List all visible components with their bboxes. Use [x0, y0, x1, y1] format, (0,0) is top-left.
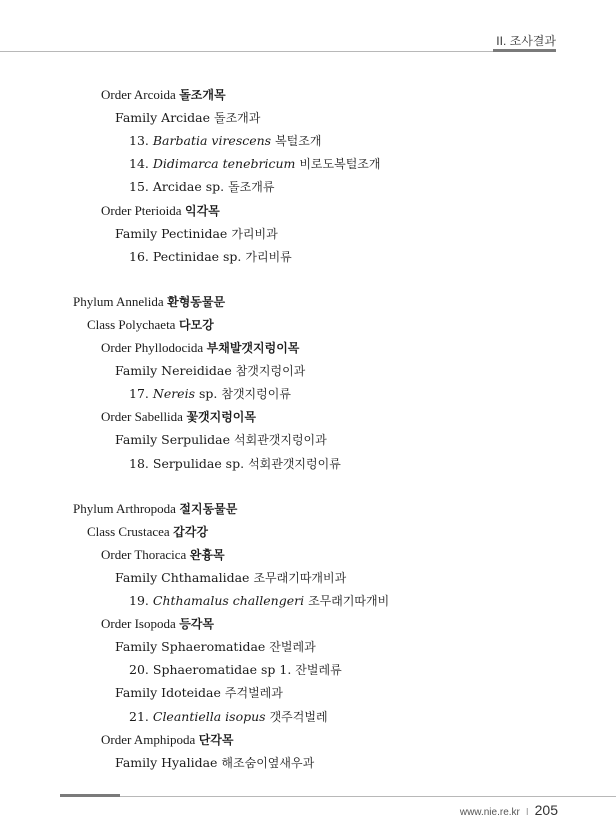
- species-korean-name: 석회관갯지렁이류: [248, 456, 341, 471]
- taxon-latin-name: Family Arcidae: [115, 110, 211, 126]
- taxon-latin-name: Order Sabellida: [101, 409, 183, 425]
- taxon-korean-name: 완흉목: [189, 547, 225, 562]
- family-line: [115, 110, 260, 126]
- order-line: [101, 547, 225, 563]
- species-korean-name: 돌조개류: [228, 180, 275, 195]
- footer-rule-accent: [60, 794, 120, 797]
- phylum-line: [73, 501, 237, 517]
- phylum-line: [73, 294, 225, 310]
- taxon-korean-name: 갑각강: [173, 524, 208, 539]
- taxon-korean-name: 가리비과: [231, 226, 278, 241]
- species-latin-name: Arcidae sp.: [152, 179, 225, 195]
- species-line: [129, 662, 342, 678]
- header-rule-accent: [493, 49, 556, 52]
- taxon-latin-name: Phylum Annelida: [73, 293, 164, 309]
- species-korean-name: 잔벌레류: [295, 663, 342, 678]
- taxon-korean-name: 부채발갯지렁이목: [206, 341, 300, 355]
- taxon-korean-name: 잔벌레과: [269, 640, 316, 655]
- species-korean-name: 가리비류: [245, 249, 292, 264]
- species-latin-name: Serpulidae sp.: [152, 455, 245, 471]
- taxon-latin-name: Phylum Arthropoda: [73, 500, 176, 516]
- footer-separator: I: [525, 807, 529, 818]
- species-number: 18.: [129, 455, 149, 471]
- order-line: [101, 340, 299, 356]
- taxon-latin-name: Order Arcoida: [101, 87, 176, 102]
- taxon-korean-name: 돌조개목: [179, 88, 226, 102]
- species-number: 13.: [129, 133, 149, 149]
- taxon-latin-name: Order Pterioida: [101, 202, 182, 218]
- footer-rule: [60, 796, 616, 797]
- species-number: 17.: [129, 386, 149, 402]
- family-line: [115, 363, 305, 379]
- species-number: 15.: [129, 179, 149, 195]
- species-latin-name: Sphaeromatidae sp 1.: [152, 662, 292, 678]
- taxon-latin-name: Family Sphaeromatidae: [115, 639, 266, 655]
- page-footer: [460, 802, 558, 818]
- species-line: [129, 709, 328, 725]
- taxon-latin-name: Family Pectinidae: [115, 225, 228, 241]
- order-line: [101, 409, 256, 425]
- taxon-korean-name: 단각목: [198, 732, 234, 747]
- taxon-korean-name: 조무래기따개비과: [253, 570, 347, 585]
- taxon-korean-name: 꽃갯지렁이목: [186, 410, 256, 425]
- family-line: [115, 432, 327, 448]
- taxon-latin-name: Order Amphipoda: [101, 731, 196, 747]
- taxon-latin-name: Family Chthamalidae: [115, 569, 250, 585]
- taxon-latin-name: Class Crustacea: [87, 523, 170, 539]
- species-latin-name: Cleantiella isopus: [152, 708, 266, 724]
- taxon-korean-name: 석회관갯지렁이과: [233, 433, 327, 448]
- species-number: 21.: [129, 708, 149, 724]
- species-latin-name: Chthamalus challengeri: [152, 593, 305, 608]
- taxon-latin-name: Class Polychaeta: [87, 316, 176, 332]
- species-korean-name: 조무래기따개비: [308, 594, 390, 608]
- species-latin-suffix: sp.: [198, 386, 218, 402]
- order-line: [101, 203, 220, 219]
- family-line: [115, 685, 283, 701]
- family-line: [115, 570, 346, 586]
- species-line: [129, 133, 321, 149]
- species-number: 19.: [129, 593, 149, 608]
- header-rule: [0, 51, 556, 52]
- species-number: 16.: [129, 248, 149, 264]
- species-latin-name: Barbatia virescens: [152, 133, 272, 149]
- taxon-latin-name: Order Phyllodocida: [101, 340, 204, 355]
- taxon-korean-name: 참갯지렁이과: [235, 364, 306, 379]
- taxon-latin-name: Family Hyalidae: [115, 754, 218, 770]
- class-line: [87, 317, 214, 333]
- species-line: [129, 386, 291, 402]
- species-number: 14.: [129, 156, 149, 172]
- taxon-latin-name: Family Nereididae: [115, 363, 232, 379]
- family-line: [115, 755, 314, 771]
- taxon-korean-name: 등각목: [179, 617, 214, 632]
- species-latin-name: Pectinidae sp.: [152, 248, 242, 264]
- species-latin-name: Didimarca tenebricum: [152, 156, 296, 172]
- taxon-korean-name: 익각목: [185, 203, 220, 218]
- species-line: [129, 593, 389, 609]
- taxon-latin-name: Family Idoteidae: [115, 685, 221, 701]
- species-line: [129, 179, 274, 195]
- species-korean-name: 복털조개: [275, 134, 322, 149]
- class-line: [87, 524, 208, 540]
- species-latin-name: Nereis: [152, 386, 195, 402]
- order-line: [101, 732, 234, 748]
- order-line: [101, 87, 226, 103]
- species-line: [129, 456, 341, 472]
- species-korean-name: 비로도복털조개: [299, 157, 381, 172]
- species-line: [129, 156, 381, 172]
- taxon-latin-name: Family Serpulidae: [115, 432, 230, 448]
- footer-url: www.nie.re.kr: [459, 807, 520, 818]
- taxon-korean-name: 다모강: [178, 317, 214, 332]
- family-line: [115, 639, 316, 655]
- taxon-korean-name: 절지동물문: [179, 501, 238, 516]
- taxon-korean-name: 환형동물문: [167, 294, 226, 309]
- species-korean-name: 참갯지렁이류: [221, 387, 291, 402]
- species-number: 20.: [129, 662, 149, 678]
- taxon-latin-name: Order Isopoda: [101, 616, 176, 632]
- species-line: [129, 249, 292, 265]
- running-header: II. 조사결과: [496, 34, 556, 48]
- order-line: [101, 616, 214, 632]
- taxon-korean-name: 해조숨이옆새우과: [221, 755, 315, 770]
- species-korean-name: 갯주걱벌레: [269, 709, 328, 724]
- family-line: [115, 226, 278, 242]
- taxon-latin-name: Order Thoracica: [101, 546, 187, 562]
- page-number: 205: [534, 802, 558, 818]
- taxon-korean-name: 주걱벌레과: [224, 686, 283, 701]
- taxon-korean-name: 돌조개과: [214, 111, 261, 126]
